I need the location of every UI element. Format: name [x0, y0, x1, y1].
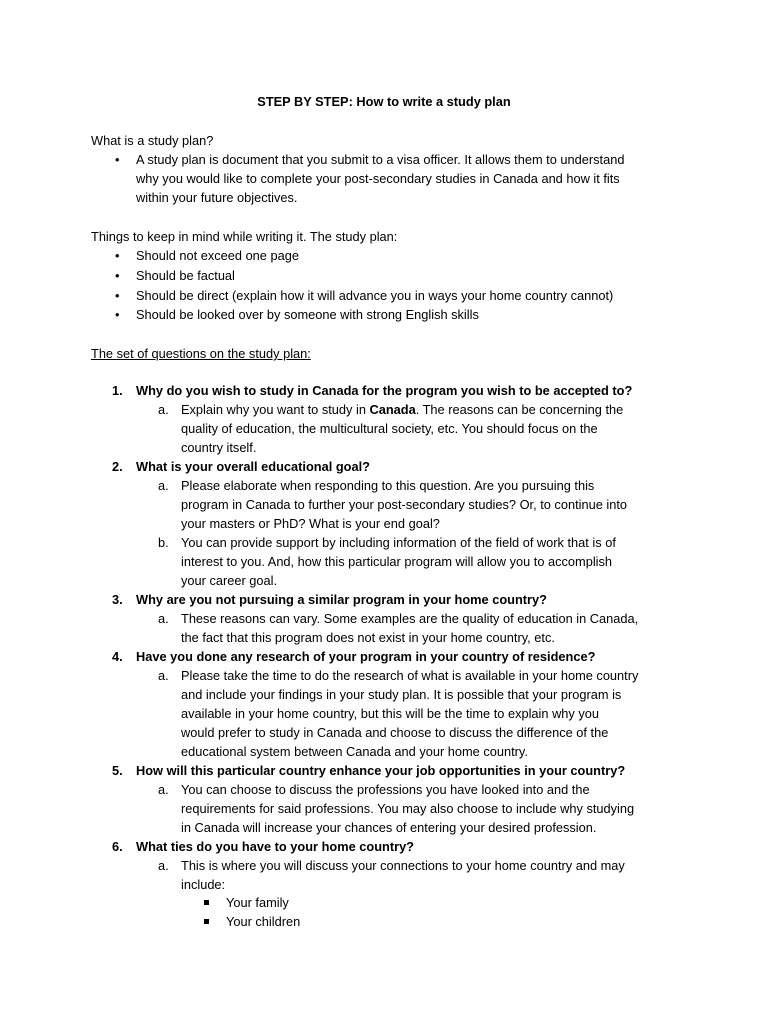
- question-text: Why do you wish to study in Canada for the program you wish to be accepted to?: [136, 383, 633, 398]
- question-number: 4.: [112, 649, 123, 664]
- question-text: How will this particular country enhance your job opportunities in your country?: [136, 763, 626, 778]
- answer-line: This is where you will discuss your connections to your home country and may: [181, 858, 625, 873]
- questions-heading: The set of questions on the study plan:: [91, 346, 311, 361]
- question-number: 2.: [112, 459, 123, 474]
- answer-line: Please take the time to do the research of what is available in your home country: [181, 668, 639, 683]
- answer-letter: a.: [158, 402, 169, 417]
- question-number: 1.: [112, 383, 123, 398]
- answer-line: You can provide support by including information of the field of work that is of: [181, 535, 616, 550]
- answer-line: educational system between Canada and your home country.: [181, 744, 528, 759]
- tip-item: Should be looked over by someone with strong English skills: [136, 307, 479, 322]
- answer-line: in Canada will increase your chances of entering your desired profession.: [181, 820, 597, 835]
- question-text: Why are you not pursuing a similar program in your home country?: [136, 592, 547, 607]
- question-text: What is your overall educational goal?: [136, 459, 370, 474]
- answer-line: the fact that this program does not exist in your home country, etc.: [181, 630, 555, 645]
- bullet-dot-icon: •: [115, 248, 120, 263]
- answer-line: quality of education, the multicultural society, etc. You should focus on the: [181, 421, 598, 436]
- answer-line: include:: [181, 877, 226, 892]
- sub-item: Your family: [226, 895, 289, 910]
- answer-line: available in your home country, but this will be the time to explain why you: [181, 706, 600, 721]
- intro-question: What is a study plan?: [91, 133, 214, 148]
- question-number: 3.: [112, 592, 123, 607]
- answer-line: interest to you. And, how this particular program will allow you to accomplish: [181, 554, 613, 569]
- question-number: 5.: [112, 763, 123, 778]
- answer-line: your career goal.: [181, 573, 278, 588]
- emphasis-canada: Canada: [369, 402, 416, 417]
- bullet-dot-icon: •: [115, 307, 120, 322]
- answer-letter: a.: [158, 782, 169, 797]
- answer-letter: b.: [158, 535, 169, 550]
- question-text: What ties do you have to your home country?: [136, 839, 415, 854]
- tip-item: Should be direct (explain how it will advance you in ways your home country cannot): [136, 288, 614, 303]
- bullet-dot-icon: •: [115, 288, 120, 303]
- question-text: Have you done any research of your program in your country of residence?: [136, 649, 596, 664]
- answer-line: Explain why you want to study in Canada. The reasons can be concerning the: [181, 402, 624, 417]
- answer-line: These reasons can vary. Some examples are the quality of education in Canada,: [181, 611, 639, 626]
- page-title: STEP BY STEP: How to write a study plan: [257, 94, 511, 109]
- answer-line: requirements for said professions. You may also choose to include why studying: [181, 801, 635, 816]
- answer-line: would prefer to study in Canada and choose to discuss the difference of the: [181, 725, 609, 740]
- intro-text-line-3: within your future objectives.: [136, 190, 298, 205]
- answer-letter: a.: [158, 611, 169, 626]
- answer-line: program in Canada to further your post-secondary studies? Or, to continue into: [181, 497, 628, 512]
- answer-line: country itself.: [181, 440, 257, 455]
- question-number: 6.: [112, 839, 123, 854]
- answer-line: You can choose to discuss the professions you have looked into and the: [181, 782, 590, 797]
- sub-item: Your children: [226, 914, 301, 929]
- intro-text-line-2: why you would like to complete your post-secondary studies in Canada and how it fits: [136, 171, 620, 186]
- square-bullet-icon: [204, 900, 209, 905]
- tip-item: Should be factual: [136, 268, 235, 283]
- answer-letter: a.: [158, 478, 169, 493]
- bullet-dot-icon: •: [115, 152, 120, 167]
- square-bullet-icon: [204, 919, 209, 924]
- answer-letter: a.: [158, 858, 169, 873]
- answer-letter: a.: [158, 668, 169, 683]
- answer-line: your masters or PhD? What is your end goal?: [181, 516, 440, 531]
- answer-line: and include your findings in your study plan. It is possible that your program is: [181, 687, 622, 702]
- answer-line: Please elaborate when responding to this question. Are you pursuing this: [181, 478, 595, 493]
- tips-heading: Things to keep in mind while writing it. The study plan:: [91, 229, 398, 244]
- bullet-dot-icon: •: [115, 268, 120, 283]
- intro-text-line-1: A study plan is document that you submit to a visa officer. It allows them to understand: [136, 152, 625, 167]
- tip-item: Should not exceed one page: [136, 248, 299, 263]
